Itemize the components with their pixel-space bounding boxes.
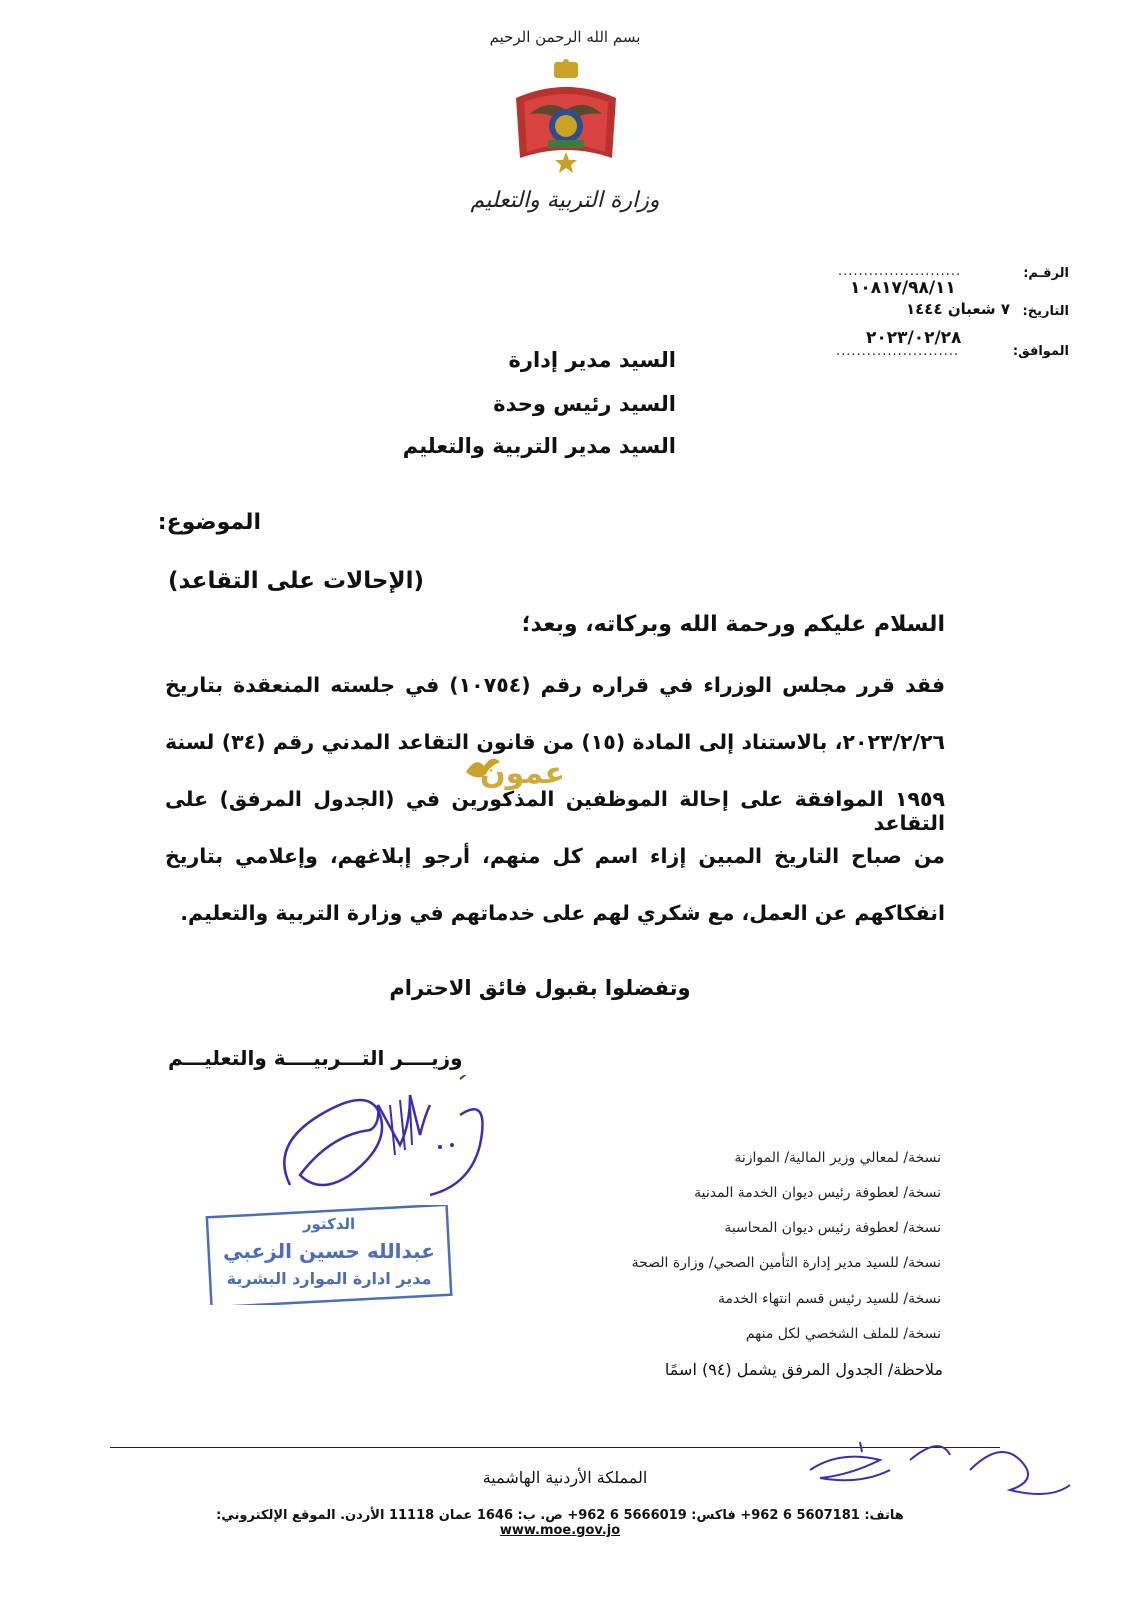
footer-contact-text: هاتف: 5607181 6 962+ فاكس: 5666019 6 962+ ص. ب: 1646 عمان 11118 الأردن. الموقع الإلكتروني: — [216, 1508, 904, 1523]
reference-number-dots: ........................ — [838, 264, 962, 279]
reference-hijri-date: ٧ شعبان ١٤٤٤ — [905, 300, 1010, 318]
footer-contact — [160, 1508, 960, 1538]
copy-recipient: نسخة/ لعطوفة رئيس ديوان الخدمة المدنية — [694, 1185, 941, 1201]
ministry-logo-text: وزارة التربية والتعليم — [470, 188, 660, 213]
addressee-unit-head: السيد رئيس وحدة — [493, 392, 676, 416]
subject-text: (الإحالات على التقاعد) — [168, 568, 424, 594]
body-line: فقد قرر مجلس الوزراء في قراره رقم (١٠٧٥٤) في جلسته المنعقدة بتاريخ — [165, 673, 945, 697]
minister-title: وزيــــر التـــربيــــة والتعليـــم — [168, 1046, 463, 1070]
stamp-title: الدكتور — [302, 1215, 356, 1233]
body-line: ٢٠٢٣/٢/٢٦، بالاستناد إلى المادة (١٥) من قانون التقاعد المدني رقم (٣٤) لسنة — [165, 730, 945, 754]
reference-gregorian-date: ٢٠٢٣/٠٢/٢٨ — [866, 328, 962, 348]
reference-number-value: ١٠٨١٧/٩٨/١١ — [850, 278, 956, 298]
copy-recipient: نسخة/ للسيد رئيس قسم انتهاء الخدمة — [718, 1291, 941, 1307]
copy-recipient: نسخة/ للسيد مدير إدارة التأمين الصحي/ وزارة الصحة — [631, 1255, 941, 1271]
basmala: بسم الله الرحمن الرحيم — [489, 28, 641, 46]
copy-recipient: نسخة/ لمعالي وزير المالية/ الموازنة — [734, 1150, 941, 1166]
signature — [260, 1075, 490, 1215]
note: ملاحظة/ الجدول المرفق يشمل (٩٤) اسمًا — [664, 1360, 943, 1379]
closing: وتفضلوا بقبول فائق الاحترام — [389, 976, 691, 1000]
copy-recipient: نسخة/ للملف الشخصي لكل منهم — [745, 1326, 941, 1342]
stamp-position: مدير ادارة الموارد البشرية — [226, 1269, 432, 1288]
handwritten-initials — [800, 1430, 1080, 1520]
stamp-name: عبدالله حسين الزعبي — [223, 1239, 435, 1263]
addressee-director: السيد مدير إدارة — [508, 348, 676, 372]
jordan-coat-of-arms-icon — [506, 58, 626, 178]
body-line: ١٩٥٩ الموافقة على إحالة الموظفين المذكورين في (الجدول المرفق) على التقاعد — [165, 787, 945, 835]
addressee-education-director: السيد مدير التربية والتعليم — [402, 434, 676, 458]
body-line: من صباح التاريخ المبين إزاء اسم كل منهم، أرجو إبلاغهم، وإعلامي بتاريخ — [165, 844, 945, 868]
reference-number-label: الرقـم: — [1023, 266, 1069, 281]
subject-label: الموضوع: — [157, 510, 261, 535]
watermark — [462, 752, 632, 802]
body-line: انفكاكهم عن العمل، مع شكري لهم على خدماتهم في وزارة التربية والتعليم. — [180, 901, 945, 925]
official-stamp — [205, 1205, 453, 1305]
website-link[interactable]: www.moe.gov.jo — [499, 1523, 621, 1538]
reference-corresponding-label: الموافق: — [1012, 344, 1069, 359]
reference-date-label: التاريخ: — [1022, 304, 1069, 319]
footer-kingdom: المملكة الأردنية الهاشمية — [482, 1468, 648, 1487]
greeting: السلام عليكم ورحمة الله وبركاته، وبعد؛ — [521, 612, 945, 637]
watermark-text: عمون — [480, 756, 566, 791]
copy-recipient: نسخة/ لعطوفة رئيس ديوان المحاسبة — [724, 1220, 941, 1236]
reference-corresponding-dots: ........................ — [836, 344, 960, 359]
